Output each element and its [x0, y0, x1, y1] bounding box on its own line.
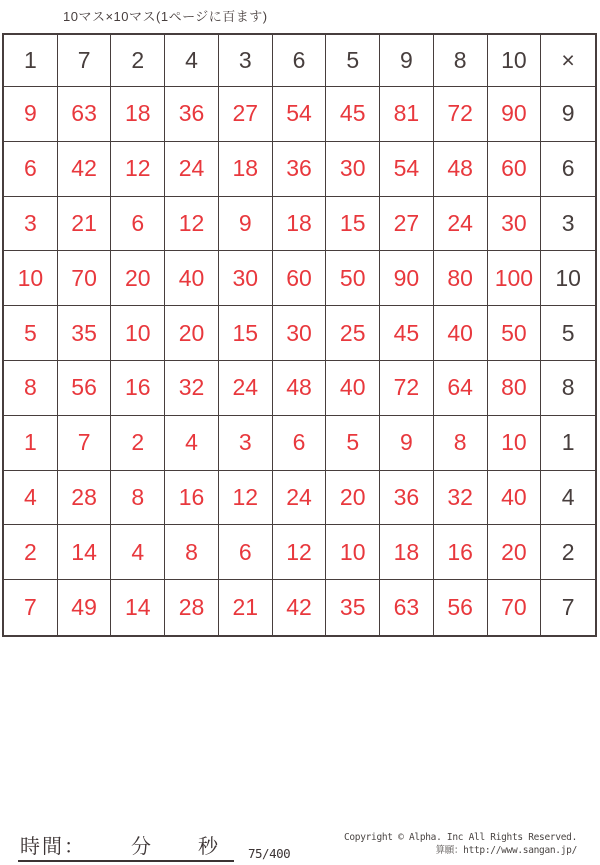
- answer-cell: 5: [326, 416, 380, 471]
- answer-cell: 30: [219, 251, 273, 306]
- seconds-label: 秒: [198, 836, 220, 858]
- answer-cell: 45: [380, 306, 434, 361]
- answer-cell: 72: [434, 87, 488, 142]
- answer-cell: 16: [434, 525, 488, 580]
- multiplication-grid: [2, 33, 597, 637]
- answer-cell: 36: [380, 471, 434, 526]
- answer-cell: 16: [165, 471, 219, 526]
- answer-cell: 1: [4, 416, 58, 471]
- answer-cell: 45: [326, 87, 380, 142]
- multiplier-cell: 2: [541, 525, 595, 580]
- answer-cell: 50: [488, 306, 542, 361]
- multiplier-cell: 7: [561, 594, 575, 621]
- answer-cell: 5: [4, 306, 58, 361]
- answer-cell: 60: [273, 251, 327, 306]
- answer-cell: 10: [488, 416, 542, 471]
- answer-cell: 12: [111, 142, 165, 197]
- answer-cell: 7: [4, 580, 58, 635]
- answer-cell: 72: [380, 361, 434, 416]
- answer-cell: 50: [326, 251, 380, 306]
- multiplier-cell: 9: [541, 87, 595, 142]
- time-entry-line: [18, 837, 234, 862]
- answer-cell: 63: [58, 87, 112, 142]
- answer-cell: 49: [58, 580, 112, 635]
- answer-cell: 15: [219, 306, 273, 361]
- header-cell: 4: [165, 35, 219, 87]
- multiplier-cell: 5: [541, 306, 595, 361]
- multiplier-cell: 4: [541, 471, 595, 526]
- answer-cell: 40: [326, 361, 380, 416]
- answer-cell: 40: [488, 471, 542, 526]
- answer-cell: 12: [165, 197, 219, 252]
- answer-cell: 20: [326, 471, 380, 526]
- answer-cell: 16: [111, 361, 165, 416]
- answer-cell: 7: [58, 416, 112, 471]
- answer-cell: 2: [111, 416, 165, 471]
- copyright-line: Copyright © Alpha. Inc All Rights Reserved.: [343, 832, 577, 843]
- answer-cell: 36: [273, 142, 327, 197]
- answer-cell: 24: [165, 142, 219, 197]
- answer-cell: 24: [434, 197, 488, 252]
- answer-cell: 63: [380, 580, 434, 635]
- page-indicator: 75/400: [248, 846, 291, 861]
- answer-cell: 9: [380, 416, 434, 471]
- answer-cell: 25: [326, 306, 380, 361]
- multiplier-cell: 10: [541, 251, 595, 306]
- answer-cell: 81: [380, 87, 434, 142]
- answer-cell: 100: [488, 251, 542, 306]
- header-cell: 9: [380, 35, 434, 87]
- header-cell: 5: [326, 35, 380, 87]
- answer-cell: 42: [58, 142, 112, 197]
- time-label: 時間：: [20, 836, 86, 858]
- answer-cell: 18: [219, 142, 273, 197]
- answer-cell: 32: [165, 361, 219, 416]
- multiplier-cell: 3: [541, 197, 595, 252]
- answer-cell: 12: [273, 525, 327, 580]
- answer-cell: 14: [111, 580, 165, 635]
- answer-cell: 30: [488, 197, 542, 252]
- answer-cell: 21: [58, 197, 112, 252]
- header-cell: 1: [4, 35, 58, 87]
- answer-cell: 12: [219, 471, 273, 526]
- answer-cell: 36: [165, 87, 219, 142]
- answer-cell: 8: [165, 525, 219, 580]
- answer-cell: 27: [219, 87, 273, 142]
- answer-cell: 28: [58, 471, 112, 526]
- answer-cell: 3: [219, 416, 273, 471]
- answer-cell: 30: [326, 142, 380, 197]
- answer-cell: 40: [165, 251, 219, 306]
- answer-cell: 20: [488, 525, 542, 580]
- answer-cell: 64: [434, 361, 488, 416]
- answer-cell: 27: [380, 197, 434, 252]
- answer-cell: 90: [488, 87, 542, 142]
- copyright-block: [344, 831, 577, 857]
- answer-cell: 40: [434, 306, 488, 361]
- answer-cell: 10: [111, 306, 165, 361]
- answer-cell: 42: [273, 580, 327, 635]
- answer-cell: 6: [273, 416, 327, 471]
- answer-cell: 24: [219, 361, 273, 416]
- answer-cell: 6: [111, 197, 165, 252]
- header-cell: 6: [273, 35, 327, 87]
- header-cell: 2: [111, 35, 165, 87]
- answer-cell: 70: [488, 580, 542, 635]
- answer-cell: 14: [58, 525, 112, 580]
- answer-cell: 8: [4, 361, 58, 416]
- answer-cell: 80: [434, 251, 488, 306]
- answer-cell: 18: [111, 87, 165, 142]
- answer-cell: 35: [326, 580, 380, 635]
- answer-cell: 15: [326, 197, 380, 252]
- answer-cell: 9: [4, 87, 58, 142]
- answer-cell: 54: [380, 142, 434, 197]
- answer-cell: 9: [219, 197, 273, 252]
- answer-cell: 6: [219, 525, 273, 580]
- answer-cell: 8: [111, 471, 165, 526]
- source-url-line: 算願：http://www.sangan.jp/: [435, 845, 577, 856]
- answer-cell: 54: [273, 87, 327, 142]
- answer-cell: 24: [273, 471, 327, 526]
- answer-cell: 56: [434, 580, 488, 635]
- answer-cell: 35: [58, 306, 112, 361]
- minutes-label: 分: [131, 836, 153, 858]
- answer-cell: 90: [380, 251, 434, 306]
- header-cell: 10: [488, 35, 542, 87]
- multiplier-cell: 8: [541, 361, 595, 416]
- answer-cell: 20: [111, 251, 165, 306]
- answer-cell: 28: [165, 580, 219, 635]
- answer-cell: 56: [58, 361, 112, 416]
- answer-cell: 4: [165, 416, 219, 471]
- answer-cell: 30: [273, 306, 327, 361]
- answer-cell: 6: [4, 142, 58, 197]
- answer-cell: 48: [434, 142, 488, 197]
- answer-cell: 8: [434, 416, 488, 471]
- answer-cell: 32: [434, 471, 488, 526]
- header-cell: 7: [58, 35, 112, 87]
- multiplier-cell: 1: [541, 416, 595, 471]
- answer-cell: 48: [273, 361, 327, 416]
- header-cell: 8: [434, 35, 488, 87]
- answer-cell: 18: [273, 197, 327, 252]
- answer-cell: 4: [111, 525, 165, 580]
- multiplier-cell: 6: [541, 142, 595, 197]
- answer-cell: 60: [488, 142, 542, 197]
- answer-cell: 80: [488, 361, 542, 416]
- worksheet-title: 10マス×10マス(1ページに百ます): [63, 9, 268, 24]
- answer-cell: 70: [58, 251, 112, 306]
- header-cell: 3: [219, 35, 273, 87]
- answer-cell: 3: [4, 197, 58, 252]
- operator-cell: ×: [541, 35, 595, 87]
- answer-cell: 2: [4, 525, 58, 580]
- answer-cell: 4: [4, 471, 58, 526]
- answer-cell: 21: [219, 580, 273, 635]
- answer-cell: 18: [380, 525, 434, 580]
- answer-cell: 10: [4, 251, 58, 306]
- answer-cell: 20: [165, 306, 219, 361]
- answer-cell: 10: [326, 525, 380, 580]
